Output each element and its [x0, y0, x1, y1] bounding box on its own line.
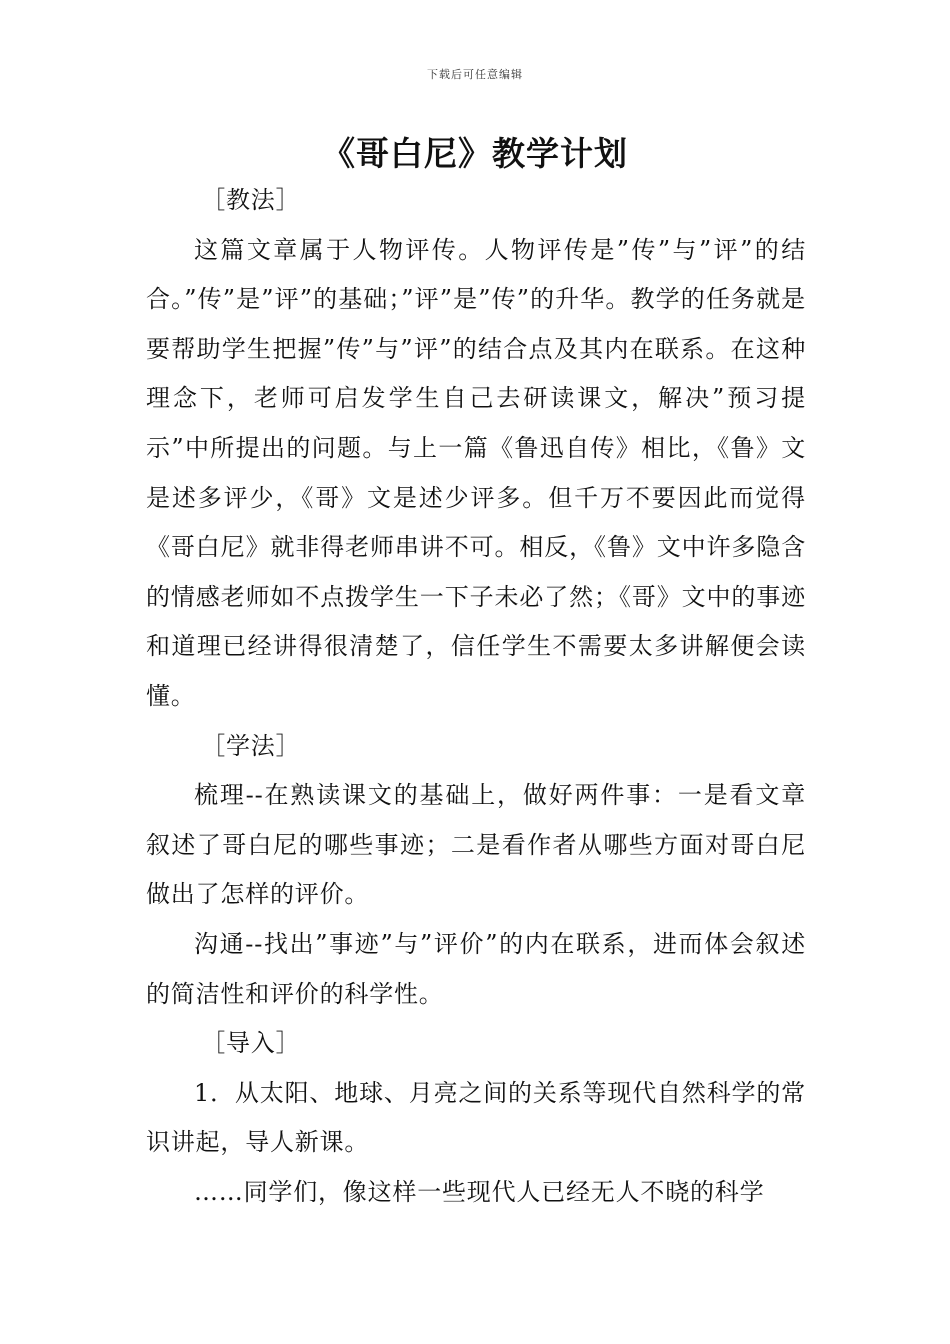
header-note: 下载后可任意编辑 — [427, 68, 523, 81]
introduction-paragraph-1: 1．从太阳、地球、月亮之间的关系等现代自然科学的常识讲起，导人新课。 — [146, 1078, 806, 1157]
teaching-method-heading: ［教法］ — [201, 186, 301, 214]
introduction-paragraph-2: ……同学们，像这样一些现代人已经无人不晓的科学 — [194, 1177, 765, 1206]
teaching-method-paragraph: 这篇文章属于人物评传。人物评传是”传”与”评”的结合。”传”是”评”的基础；”评”是”传”的升华。教学的任务就是要帮助学生把握”传”与”评”的结合点及其内在联系。在这种理念下，老师可启发学生自己去研读课文，解决”预习提示”中所提出的问题。与上一篇《鲁迅自传》相比，《鲁》文是述多评少，《哥》文是述少评多。但千万不要因此而觉得《哥白尼》就非得老师串讲不可。相反，《鲁》文中许多隐含的情感老师如不点拨学生一下子未必了然；《哥》文中的事迹和道理已经讲得很清楚了，信任学生不需要太多讲解便会读懂。 — [146, 235, 806, 710]
learning-method-paragraph-2: 沟通--找出”事迹”与”评价”的内在联系，进而体会叙述的简洁性和评价的科学性。 — [146, 929, 806, 1008]
page-title: 《哥白尼》教学计划 — [322, 134, 628, 173]
document-body — [146, 176, 806, 1217]
learning-method-paragraph-1: 梳理--在熟读课文的基础上，做好两件事：一是看文章叙述了哥白尼的哪些事迹；二是看作者从哪些方面对哥白尼做出了怎样的评价。 — [146, 781, 806, 909]
learning-method-heading: ［学法］ — [201, 731, 301, 760]
introduction-heading: ［导入］ — [201, 1029, 301, 1058]
